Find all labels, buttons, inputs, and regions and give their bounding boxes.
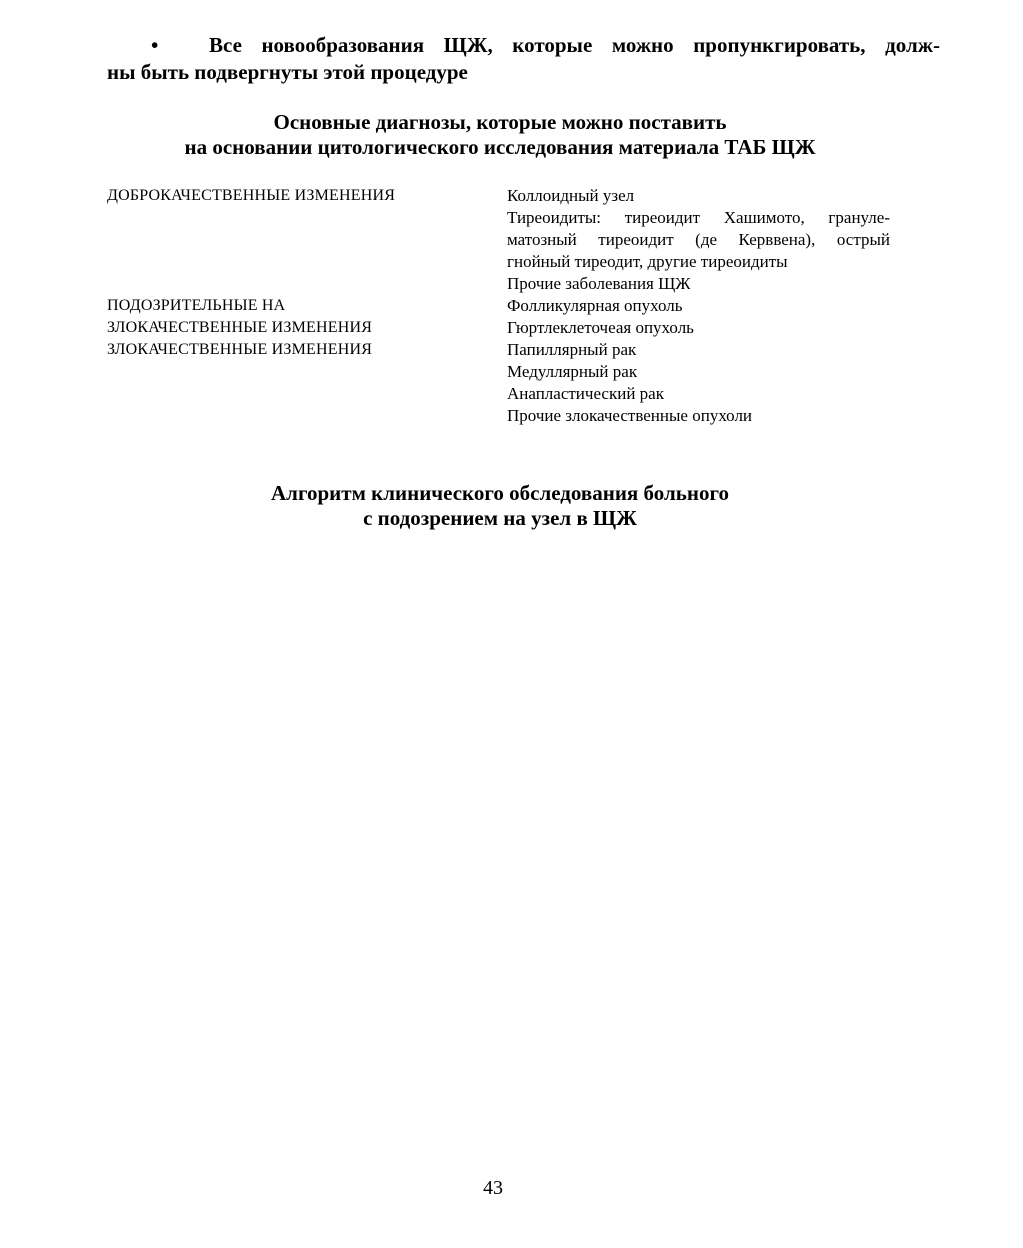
diagnosis-list <box>507 339 890 427</box>
diagnoses-table <box>107 185 907 427</box>
bullet-word: ЩЖ, <box>443 33 493 57</box>
bullet-line-2: ны быть подвергнуты этой процедуре <box>107 60 468 84</box>
diagnoses-row-suspicious <box>107 295 907 339</box>
diagnosis-item: Прочие злокачественные опухоли <box>507 406 753 425</box>
diagnosis-item: матозный тиреоидит (де Керввена), острый <box>507 230 890 249</box>
section-title-diagnoses <box>0 110 1000 160</box>
category-label: ДОБРОКАЧЕСТВЕННЫЕ ИЗМЕНЕНИЯ <box>107 187 396 204</box>
diagnosis-item: гнойный тиреодит, другие тиреоидиты <box>507 252 788 271</box>
bullet-word: пропункгировать, <box>693 33 866 57</box>
bullet-line-1 <box>107 32 940 59</box>
title-line: с подозрением на узел в ЩЖ <box>363 506 637 530</box>
category-label-line: ПОДОЗРИТЕЛЬНЫЕ НА <box>107 297 286 314</box>
diagnoses-row-benign <box>107 185 907 295</box>
bullet-word: можно <box>611 33 674 57</box>
diagnosis-item: Коллоидный узел <box>507 186 635 205</box>
diagnoses-row-malignant <box>107 339 907 427</box>
title-line: Основные диагнозы, которые можно поставить <box>273 110 727 134</box>
diagnosis-list <box>507 185 890 295</box>
diagnosis-item: Тиреоидиты: тиреоидит Хашимото, грануле- <box>507 208 890 227</box>
diagnosis-item: Прочие заболевания ЩЖ <box>507 274 691 293</box>
title-line: Алгоритм клинического обследования больного <box>271 481 729 505</box>
diagnosis-item: Медуллярный рак <box>507 362 638 381</box>
category-label: ЗЛОКАЧЕСТВЕННЫЕ ИЗМЕНЕНИЯ <box>107 341 373 358</box>
diagnosis-item: Анапластический рак <box>507 384 664 403</box>
bullet-mark: • <box>151 33 159 57</box>
page-number: 43 <box>483 1177 503 1199</box>
category-label <box>107 295 507 339</box>
section-title-algorithm <box>0 481 1000 531</box>
diagnosis-item: Гюртлеклеточеая опухоль <box>507 318 694 337</box>
diagnosis-list <box>507 295 890 339</box>
category-label-line: ЗЛОКАЧЕСТВЕННЫЕ ИЗМЕНЕНИЯ <box>107 319 373 336</box>
title-line: на основании цитологического исследования материала ТАБ ЩЖ <box>184 135 816 159</box>
bullet-marker-and-first-word <box>107 32 242 59</box>
bullet-word: долж- <box>885 33 940 57</box>
bullet-word: Все <box>209 33 242 57</box>
bullet-word: новообразования <box>261 33 425 57</box>
bullet-paragraph <box>107 32 940 86</box>
bullet-word: которые <box>512 33 593 57</box>
diagnosis-item: Папиллярный рак <box>507 340 637 359</box>
diagnosis-item: Фолликулярная опухоль <box>507 296 683 315</box>
